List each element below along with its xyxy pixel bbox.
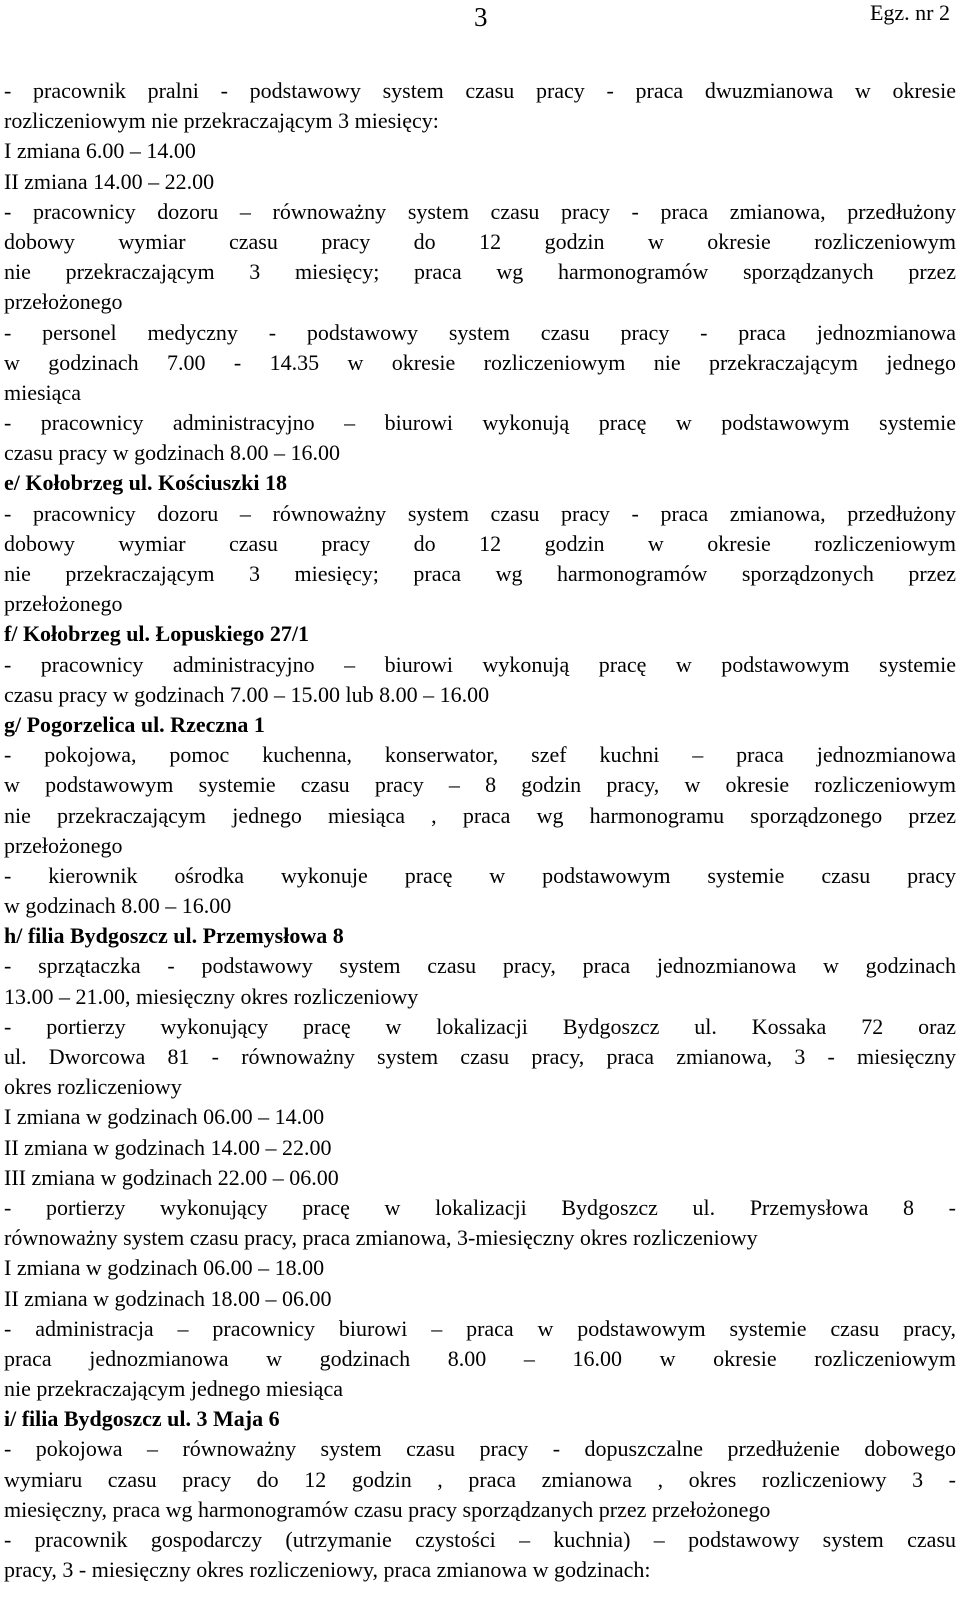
text-line: przełożonego: [4, 832, 123, 858]
text-line: - personel medyczny - podstawowy system czasu pracy - praca jednozmianowa: [4, 319, 956, 345]
section-heading: f/ Kołobrzeg ul. Łopuskiego 27/1: [4, 621, 309, 647]
text-line: przełożonego: [4, 289, 123, 315]
text-line: - pracownik pralni - podstawowy system czasu pracy - praca dwuzmianowa w okresie: [4, 78, 956, 103]
section-heading: g/ Pogorzelica ul. Rzeczna 1: [4, 711, 265, 737]
text-line: przełożonego: [4, 591, 123, 617]
section-heading: h/ filia Bydgoszcz ul. Przemysłowa 8: [4, 923, 344, 949]
text-line: - portierzy wykonujący pracę w lokalizacji Bydgoszcz ul. Kossaka 72 oraz: [4, 1013, 956, 1039]
text-line: ul. Dworcowa 81 - równoważny system czasu pracy, praca zmianowa, 3 - miesięczny: [4, 1044, 956, 1069]
text-line: w godzinach 8.00 – 16.00: [4, 893, 232, 919]
text-line: nie przekraczającym jednego miesiąca: [4, 1376, 343, 1402]
text-line: nie przekraczającym 3 miesięcy; praca wg harmonogramów sporządzanych przez: [4, 259, 956, 285]
text-line: I zmiana w godzinach 06.00 – 18.00: [4, 1255, 325, 1281]
text-line: - pracownicy administracyjno – biurowi wykonują pracę w podstawowym systemie: [4, 410, 956, 436]
text-line: III zmiana w godzinach 22.00 – 06.00: [4, 1164, 339, 1190]
section-heading: e/ Kołobrzeg ul. Kościuszki 18: [4, 470, 287, 496]
text-line: - administracja – pracownicy biurowi – praca w podstawowym systemie czasu pracy,: [4, 1315, 956, 1341]
text-line: w godzinach 7.00 - 14.35 w okresie rozliczeniowym nie przekraczającym jednego: [4, 349, 956, 375]
text-line: czasu pracy w godzinach 8.00 – 16.00: [4, 440, 341, 466]
text-line: nie przekraczającym jednego miesiąca , praca wg harmonogramu sporządzonego przez: [4, 802, 956, 828]
text-line: miesiąca: [4, 379, 81, 405]
text-line: wymiaru czasu pracy do 12 godzin , praca zmianowa , okres rozliczeniowy 3 -: [4, 1466, 956, 1492]
text-line: II zmiana 14.00 – 22.00: [4, 168, 215, 194]
text-line: I zmiana 6.00 – 14.00: [4, 138, 196, 164]
text-line: okres rozliczeniowy: [4, 1074, 182, 1100]
document-body: [4, 76, 956, 1585]
text-line: - portierzy wykonujący pracę w lokalizacji Bydgoszcz ul. Przemysłowa 8 -: [4, 1194, 956, 1220]
text-line: - pracownicy administracyjno – biurowi wykonują pracę w podstawowym systemie: [4, 651, 956, 677]
text-line: dobowy wymiar czasu pracy do 12 godzin w okresie rozliczeniowym: [4, 228, 956, 254]
text-line: pracy, 3 - miesięczny okres rozliczeniowy, praca zmianowa w godzinach:: [4, 1557, 651, 1583]
text-line: - pracownik gospodarczy (utrzymanie czystości – kuchnia) – podstawowy system czasu: [4, 1527, 956, 1552]
section-heading: i/ filia Bydgoszcz ul. 3 Maja 6: [4, 1406, 280, 1432]
text-line: - pokojowa, pomoc kuchenna, konserwator, szef kuchni – praca jednozmianowa: [4, 742, 956, 768]
text-line: miesięczny, praca wg harmonogramów czasu pracy sporządzanych przez przełożonego: [4, 1496, 771, 1522]
copy-number-label: Egz. nr 2: [869, 0, 950, 25]
text-line: dobowy wymiar czasu pracy do 12 godzin w okresie rozliczeniowym: [4, 530, 956, 556]
text-line: II zmiana w godzinach 18.00 – 06.00: [4, 1285, 332, 1311]
text-line: równoważny system czasu pracy, praca zmianowa, 3-miesięczny okres rozliczeniowy: [4, 1225, 758, 1251]
text-line: rozliczeniowym nie przekraczającym 3 miesięcy:: [4, 108, 439, 134]
text-line: nie przekraczającym 3 miesięcy; praca wg harmonogramów sporządzonych przez: [4, 561, 956, 586]
text-line: - sprzątaczka - podstawowy system czasu pracy, praca jednozmianowa w godzinach: [4, 953, 956, 979]
text-line: 13.00 – 21.00, miesięczny okres rozliczeniowy: [4, 983, 419, 1009]
text-line: praca jednozmianowa w godzinach 8.00 – 16.00 w okresie rozliczeniowym: [4, 1345, 956, 1371]
text-line: - pracownicy dozoru – równoważny system czasu pracy - praca zmianowa, przedłużony: [4, 198, 956, 224]
text-line: I zmiana w godzinach 06.00 – 14.00: [4, 1104, 325, 1130]
text-line: II zmiana w godzinach 14.00 – 22.00: [4, 1134, 332, 1160]
text-line: czasu pracy w godzinach 7.00 – 15.00 lub 8.00 – 16.00: [4, 681, 490, 707]
text-line: - pracownicy dozoru – równoważny system czasu pracy - praca zmianowa, przedłużony: [4, 500, 956, 526]
text-line: - pokojowa – równoważny system czasu pracy - dopuszczalne przedłużenie dobowego: [4, 1436, 956, 1462]
text-line: - kierownik ośrodka wykonuje pracę w podstawowym systemie czasu pracy: [4, 862, 956, 888]
text-line: w podstawowym systemie czasu pracy – 8 godzin pracy, w okresie rozliczeniowym: [4, 772, 956, 798]
page-number: 3: [474, 2, 488, 32]
